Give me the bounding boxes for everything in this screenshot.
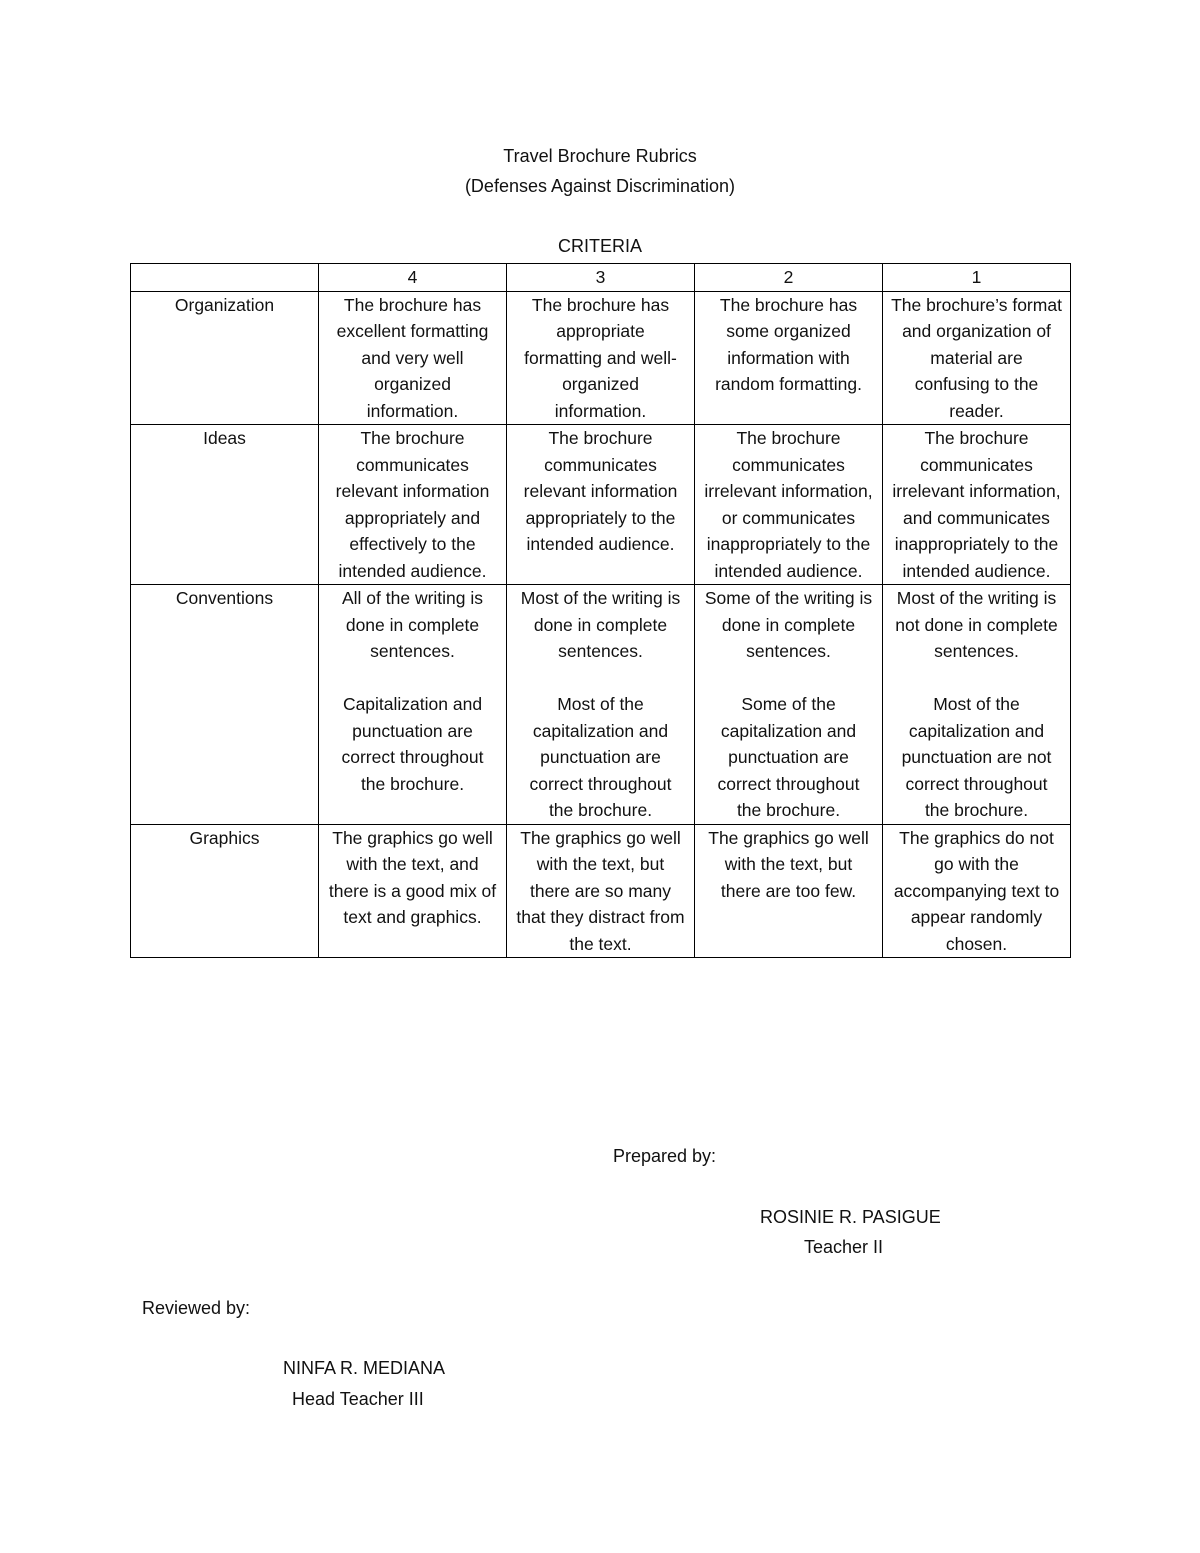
header-cell-score-4: 4 xyxy=(319,264,507,292)
document-title: Travel Brochure Rubrics xyxy=(503,146,697,166)
rubric-cell xyxy=(507,291,695,425)
rubric-cell xyxy=(695,585,883,825)
paragraph-gap xyxy=(891,665,1062,692)
rubric-cell xyxy=(695,824,883,958)
cell-text: The graphics do not go with the accompanying text to appear randomly chosen. xyxy=(893,827,1060,954)
prepared-by-label: Prepared by: xyxy=(613,1146,717,1166)
cell-text: The brochure has appropriate formatting and well-organized information. xyxy=(524,294,677,421)
rubric-cell xyxy=(319,824,507,958)
cell-paragraph: Most of the writing is not done in complete sentences. xyxy=(895,588,1058,661)
reviewer-name: NINFA R. MEDIANA xyxy=(283,1358,446,1378)
cell-paragraph: Most of the writing is done in complete sentences. xyxy=(520,588,681,661)
cell-text: The brochure communicates relevant information appropriately and effectively to the intended audience. xyxy=(335,428,490,581)
cell-paragraph: Most of the capitalization and punctuation are correct throughout the brochure. xyxy=(529,694,672,820)
rubric-cell xyxy=(507,425,695,585)
rubric-cell xyxy=(883,824,1071,958)
rubric-cell xyxy=(695,425,883,585)
rubric-cell xyxy=(319,291,507,425)
table-row xyxy=(131,585,1071,825)
rubric-cell xyxy=(507,824,695,958)
paragraph-gap xyxy=(515,665,686,692)
header-cell-score-3: 3 xyxy=(507,264,695,292)
table-row xyxy=(131,425,1071,585)
rubric-cell xyxy=(883,425,1071,585)
header-cell-score-2: 2 xyxy=(695,264,883,292)
cell-text: The brochure has excellent formatting and very well organized information. xyxy=(336,294,489,421)
cell-paragraph: Capitalization and punctuation are correct throughout the brochure. xyxy=(341,694,484,794)
cell-text: The brochure communicates irrelevant information, or communicates inappropriately to the intended audience. xyxy=(704,428,873,581)
cell-text: The graphics go well with the text, but there are so many that they distract from the text. xyxy=(516,827,685,954)
criterion-cell: Organization xyxy=(131,291,319,425)
rubric-cell xyxy=(883,291,1071,425)
rubric-cell xyxy=(507,585,695,825)
paragraph-gap xyxy=(327,665,498,692)
cell-text: The brochure’s format and organization of material are confusing to the reader. xyxy=(891,294,1062,421)
cell-text: The brochure communicates irrelevant information, and communicates inappropriately to the intended audience. xyxy=(892,428,1061,581)
cell-text: The graphics go well with the text, but there are too few. xyxy=(708,827,869,901)
rubric-table xyxy=(130,263,1071,958)
paragraph-gap xyxy=(703,665,874,692)
criteria-heading: CRITERIA xyxy=(557,236,642,256)
preparer-name: ROSINIE R. PASIGUE xyxy=(760,1207,941,1227)
cell-text: The graphics go well with the text, and there is a good mix of text and graphics. xyxy=(328,827,497,927)
cell-paragraph: Most of the capitalization and punctuation are not correct throughout the brochure. xyxy=(901,694,1052,820)
criterion-cell: Ideas xyxy=(131,425,319,585)
cell-paragraph: Some of the writing is done in complete sentences. xyxy=(704,588,873,661)
header-cell-score-1: 1 xyxy=(883,264,1071,292)
cell-paragraph: Some of the capitalization and punctuation are correct throughout the brochure. xyxy=(717,694,860,820)
criterion-cell: Graphics xyxy=(131,824,319,958)
rubric-cell xyxy=(883,585,1071,825)
cell-text: The brochure communicates relevant information appropriately to the intended audience. xyxy=(523,428,678,554)
rubric-cell xyxy=(695,291,883,425)
header-row xyxy=(131,264,1071,292)
rubric-cell xyxy=(319,585,507,825)
table-row xyxy=(131,291,1071,425)
criterion-cell: Conventions xyxy=(131,585,319,825)
document-subtitle: (Defenses Against Discrimination) xyxy=(464,176,736,196)
reviewed-by-label: Reviewed by: xyxy=(142,1298,251,1318)
reviewer-title: Head Teacher III xyxy=(292,1389,424,1409)
header-cell-blank xyxy=(131,264,319,292)
cell-paragraph: All of the writing is done in complete sentences. xyxy=(341,588,484,661)
rubric-cell xyxy=(319,425,507,585)
table-row xyxy=(131,824,1071,958)
preparer-title: Teacher II xyxy=(804,1237,884,1257)
cell-text: The brochure has some organized information with random formatting. xyxy=(715,294,862,394)
